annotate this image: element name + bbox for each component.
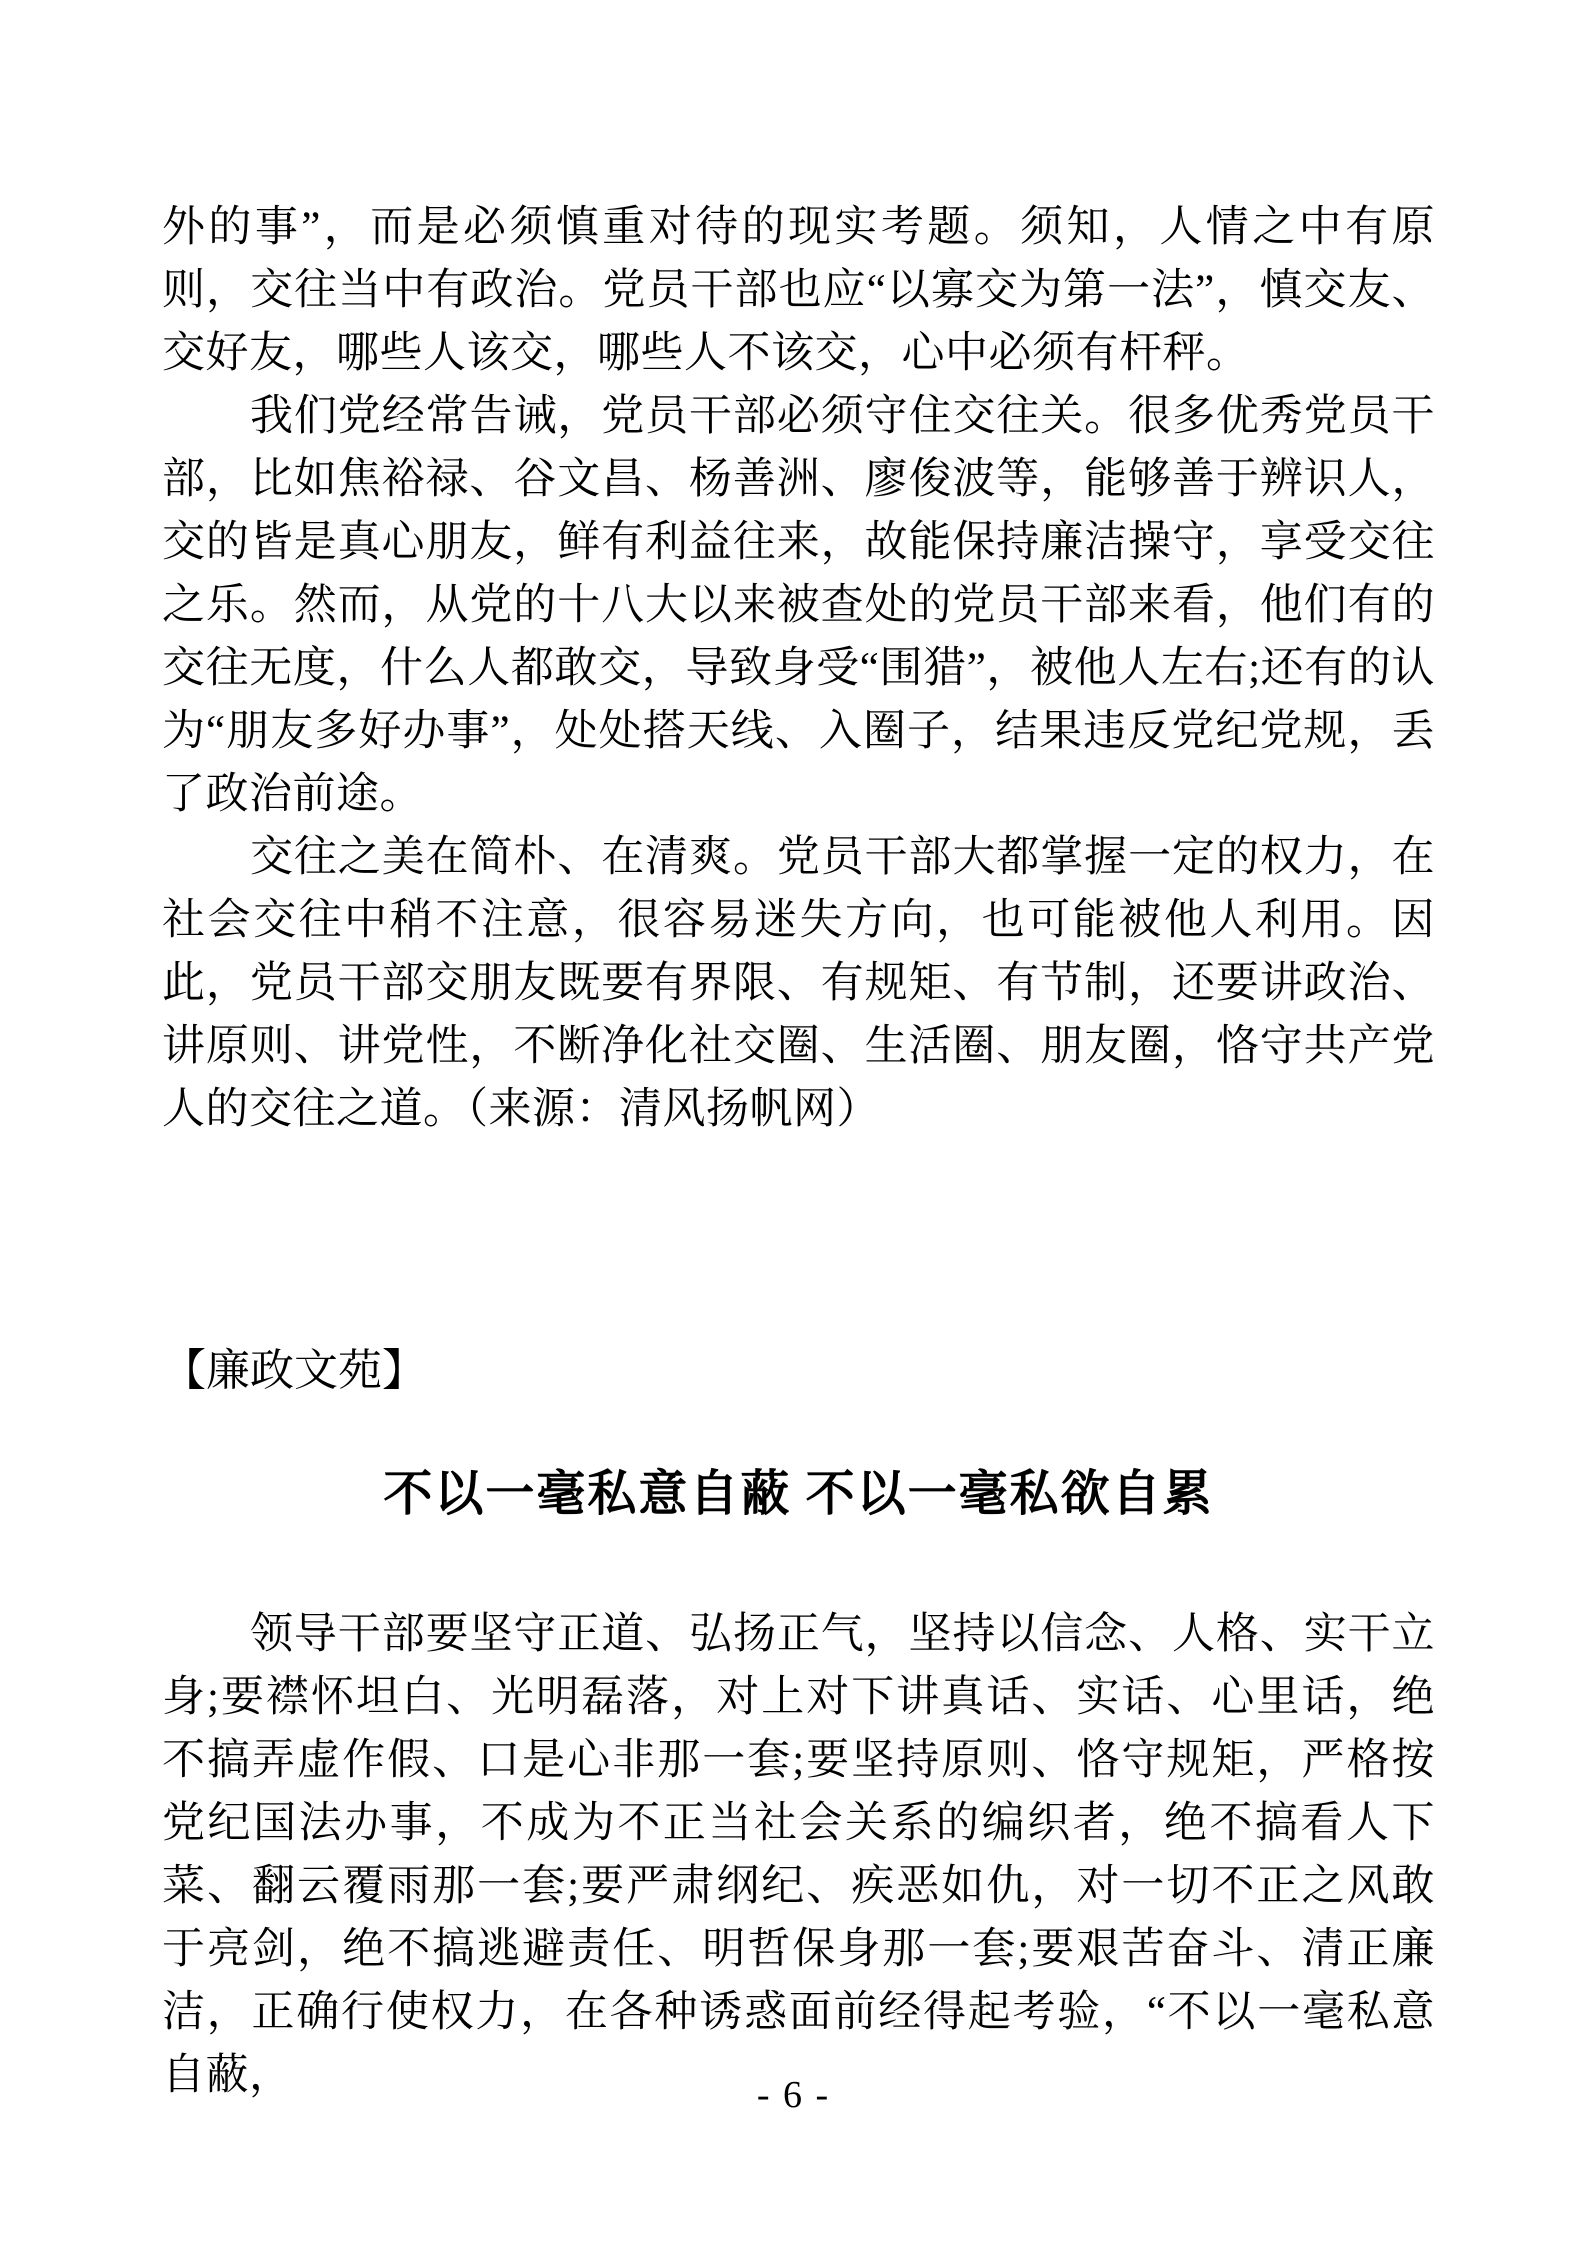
body-paragraph: 领导干部要坚守正道、弘扬正气，坚持以信念、人格、实干立身;要襟怀坦白、光明磊落，对上对下讲真话、实话、心里话，绝不搞弄虚作假、口是心非那一套;要坚持原则、恪守规矩，严格按党纪国法办事，不成为不正当社会关系的编织者，绝不搞看人下菜、翻云覆雨那一套;要严肃纲纪、疾恶如仇，对一切不正之风敢于亮剑，绝不搞逃避责任、明哲保身那一套;要艰苦奋斗、清正廉洁，正确行使权力，在各种诱惑面前经得起考验，“不以一毫私意自蔽，: [162, 1611, 1435, 2099]
article-title: 不以一毫私意自蔽 不以一毫私欲自累: [383, 1466, 1214, 1521]
body-paragraph: 我们党经常告诫，党员干部必须守住交往关。很多优秀党员干部，比如焦裕禄、谷文昌、杨善洲、廖俊波等，能够善于辨识人，交的皆是真心朋友，鲜有利益往来，故能保持廉洁操守，享受交往之乐。然而，从党的十八大以来被查处的党员干部来看，他们有的交往无度，什么人都敢交，导致身受“围猎”，被他人左右;还有的认为“朋友多好办事”，处处搭天线、入圈子，结果违反党纪党规，丢了政治前途。: [162, 393, 1435, 818]
section-heading: 【廉政文苑】: [162, 1346, 426, 1395]
body-paragraph-continuation: 外的事”，而是必须慎重对待的现实考题。须知，人情之中有原则，交往当中有政治。党员干部也应“以寡交为第一法”，慎交友、交好友，哪些人该交，哪些人不该交，心中必须有杆秤。: [162, 204, 1435, 377]
page-number: - 6 -: [756, 2074, 831, 2116]
body-paragraph: 交往之美在简朴、在清爽。党员干部大都掌握一定的权力，在社会交往中稍不注意，很容易迷失方向，也可能被他人利用。因此，党员干部交朋友既要有界限、有规矩、有节制，还要讲政治、讲原则、讲党性，不断净化社交圈、生活圈、朋友圈，恪守共产党人的交往之道。（来源：清风扬帆网）: [162, 834, 1435, 1133]
